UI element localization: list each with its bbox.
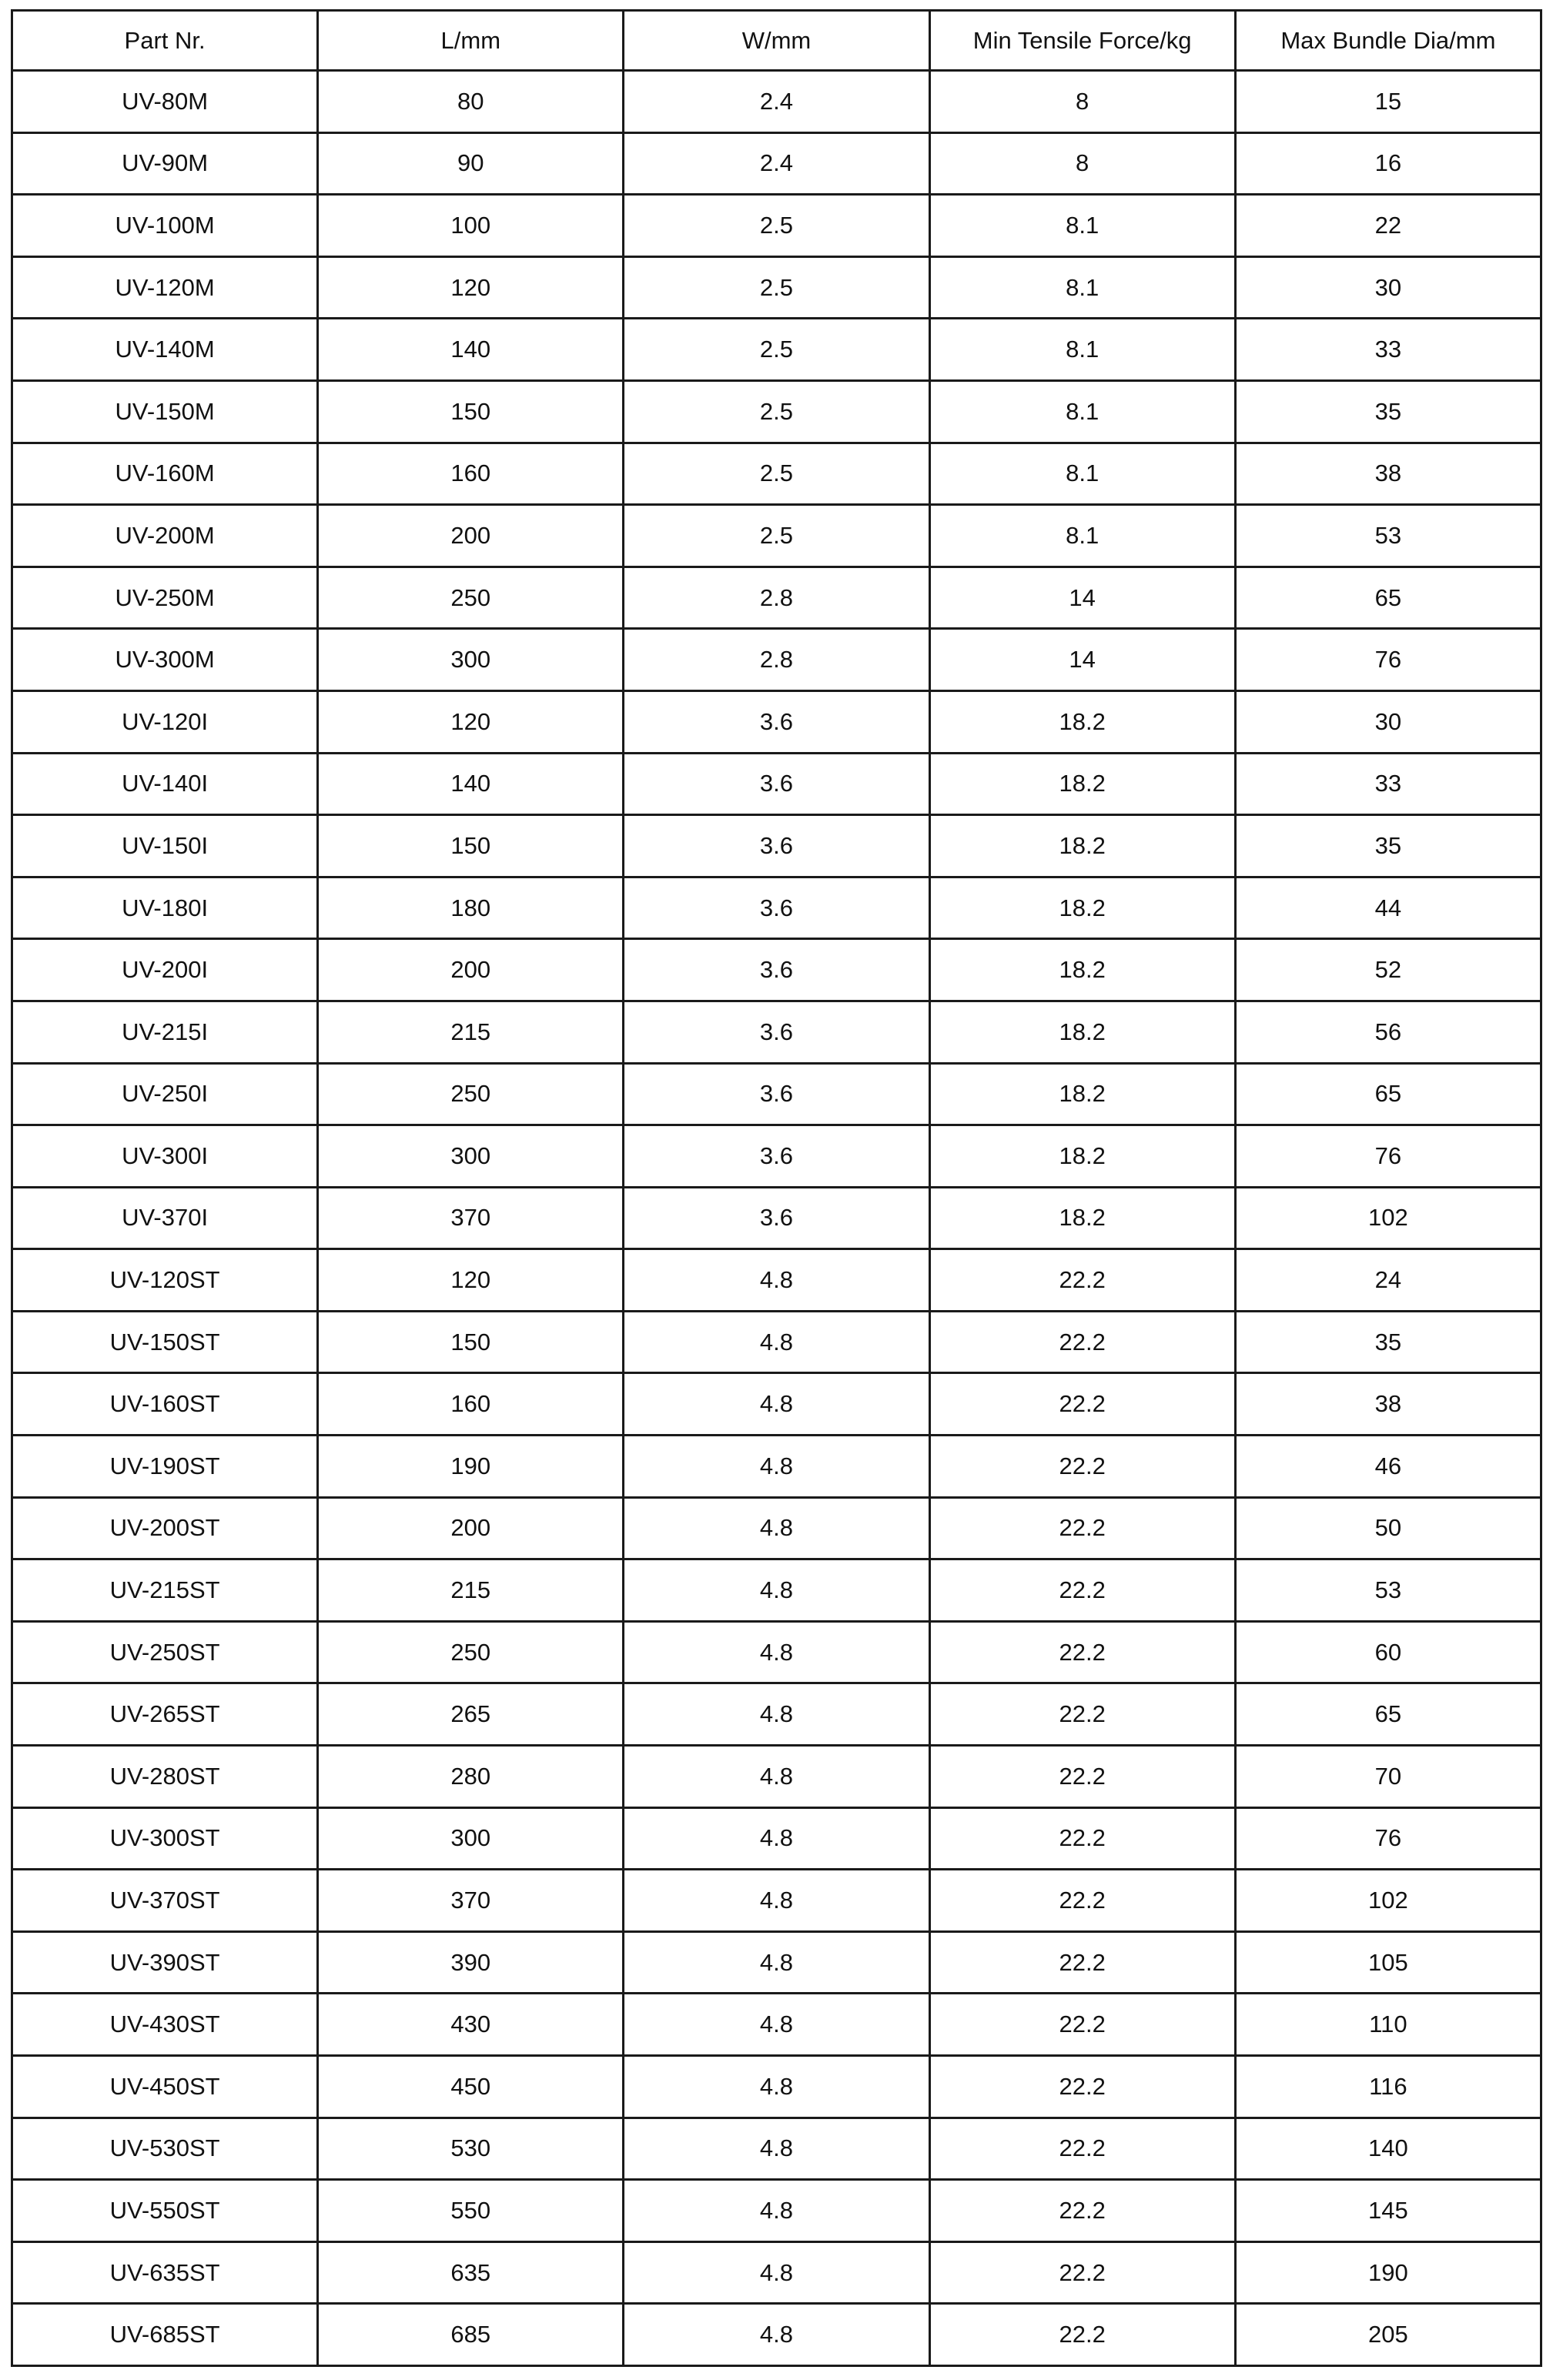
cell-length: 430 xyxy=(318,1994,624,2056)
cell-part-nr: UV-450ST xyxy=(12,2056,318,2118)
cell-length: 160 xyxy=(318,1373,624,1436)
cell-width: 4.8 xyxy=(624,2118,929,2180)
cell-min-tensile-force: 22.2 xyxy=(929,1931,1235,1994)
cell-length: 265 xyxy=(318,1683,624,1746)
cell-part-nr: UV-150M xyxy=(12,380,318,443)
table-row xyxy=(12,2241,1541,2304)
cell-max-bundle-dia: 53 xyxy=(1235,505,1541,567)
cell-width: 3.6 xyxy=(624,1187,929,1249)
cell-min-tensile-force: 18.2 xyxy=(929,815,1235,877)
cell-part-nr: UV-120M xyxy=(12,256,318,319)
cell-width: 2.5 xyxy=(624,380,929,443)
table-row xyxy=(12,1436,1541,1498)
cell-max-bundle-dia: 46 xyxy=(1235,1436,1541,1498)
cell-part-nr: UV-215I xyxy=(12,1001,318,1063)
cell-length: 370 xyxy=(318,1870,624,1932)
cell-min-tensile-force: 8.1 xyxy=(929,380,1235,443)
cell-width: 2.5 xyxy=(624,505,929,567)
cell-width: 3.6 xyxy=(624,1063,929,1125)
cell-length: 120 xyxy=(318,256,624,319)
cell-min-tensile-force: 22.2 xyxy=(929,1497,1235,1559)
table-row xyxy=(12,443,1541,505)
cell-part-nr: UV-530ST xyxy=(12,2118,318,2180)
cell-max-bundle-dia: 30 xyxy=(1235,690,1541,753)
cell-length: 90 xyxy=(318,132,624,195)
cell-length: 150 xyxy=(318,1311,624,1373)
cell-width: 3.6 xyxy=(624,939,929,1001)
table-body xyxy=(12,71,1541,2366)
table-row xyxy=(12,690,1541,753)
table-row xyxy=(12,877,1541,939)
cell-max-bundle-dia: 70 xyxy=(1235,1746,1541,1808)
cell-max-bundle-dia: 65 xyxy=(1235,1683,1541,1746)
table-row xyxy=(12,1063,1541,1125)
cell-length: 140 xyxy=(318,753,624,815)
table-header xyxy=(12,11,1541,71)
table-row xyxy=(12,2304,1541,2366)
cell-min-tensile-force: 8.1 xyxy=(929,256,1235,319)
cell-width: 3.6 xyxy=(624,877,929,939)
cell-width: 2.5 xyxy=(624,319,929,381)
cell-length: 250 xyxy=(318,1621,624,1683)
cell-max-bundle-dia: 56 xyxy=(1235,1001,1541,1063)
cell-length: 450 xyxy=(318,2056,624,2118)
cell-max-bundle-dia: 140 xyxy=(1235,2118,1541,2180)
table-row xyxy=(12,1931,1541,1994)
cell-max-bundle-dia: 33 xyxy=(1235,319,1541,381)
cell-length: 300 xyxy=(318,1807,624,1870)
cell-length: 80 xyxy=(318,71,624,133)
cell-part-nr: UV-250I xyxy=(12,1063,318,1125)
cell-max-bundle-dia: 35 xyxy=(1235,380,1541,443)
cell-max-bundle-dia: 30 xyxy=(1235,256,1541,319)
cell-min-tensile-force: 22.2 xyxy=(929,2056,1235,2118)
cell-width: 4.8 xyxy=(624,1931,929,1994)
cell-part-nr: UV-150ST xyxy=(12,1311,318,1373)
cell-part-nr: UV-190ST xyxy=(12,1436,318,1498)
cell-part-nr: UV-300M xyxy=(12,629,318,691)
table-row xyxy=(12,505,1541,567)
table-row xyxy=(12,256,1541,319)
cell-min-tensile-force: 18.2 xyxy=(929,1187,1235,1249)
cell-width: 4.8 xyxy=(624,1994,929,2056)
table-row xyxy=(12,195,1541,257)
table-row xyxy=(12,1870,1541,1932)
cell-max-bundle-dia: 38 xyxy=(1235,1373,1541,1436)
cell-width: 2.4 xyxy=(624,132,929,195)
cell-max-bundle-dia: 60 xyxy=(1235,1621,1541,1683)
cell-length: 300 xyxy=(318,629,624,691)
cell-width: 2.4 xyxy=(624,71,929,133)
cell-max-bundle-dia: 105 xyxy=(1235,1931,1541,1994)
cell-max-bundle-dia: 38 xyxy=(1235,443,1541,505)
cell-width: 3.6 xyxy=(624,753,929,815)
cell-length: 550 xyxy=(318,2180,624,2242)
cell-min-tensile-force: 18.2 xyxy=(929,753,1235,815)
header-max-bundle-dia: Max Bundle Dia/mm xyxy=(1235,11,1541,71)
cell-length: 250 xyxy=(318,1063,624,1125)
cell-min-tensile-force: 18.2 xyxy=(929,1063,1235,1125)
cell-part-nr: UV-215ST xyxy=(12,1559,318,1622)
cell-width: 4.8 xyxy=(624,1621,929,1683)
cell-length: 200 xyxy=(318,939,624,1001)
header-row xyxy=(12,11,1541,71)
table-row xyxy=(12,71,1541,133)
cell-max-bundle-dia: 205 xyxy=(1235,2304,1541,2366)
cell-length: 300 xyxy=(318,1125,624,1188)
cell-min-tensile-force: 22.2 xyxy=(929,1683,1235,1746)
cell-part-nr: UV-160ST xyxy=(12,1373,318,1436)
cell-max-bundle-dia: 102 xyxy=(1235,1870,1541,1932)
cell-max-bundle-dia: 76 xyxy=(1235,1807,1541,1870)
cell-length: 200 xyxy=(318,1497,624,1559)
table-row xyxy=(12,629,1541,691)
cell-min-tensile-force: 22.2 xyxy=(929,1870,1235,1932)
table-row xyxy=(12,1994,1541,2056)
cell-max-bundle-dia: 76 xyxy=(1235,1125,1541,1188)
cell-max-bundle-dia: 145 xyxy=(1235,2180,1541,2242)
cell-min-tensile-force: 22.2 xyxy=(929,1311,1235,1373)
cell-max-bundle-dia: 15 xyxy=(1235,71,1541,133)
cell-min-tensile-force: 18.2 xyxy=(929,939,1235,1001)
cell-part-nr: UV-200ST xyxy=(12,1497,318,1559)
cell-max-bundle-dia: 35 xyxy=(1235,815,1541,877)
cell-width: 4.8 xyxy=(624,1683,929,1746)
cell-length: 150 xyxy=(318,815,624,877)
cell-part-nr: UV-200I xyxy=(12,939,318,1001)
cell-width: 4.8 xyxy=(624,1497,929,1559)
cell-max-bundle-dia: 22 xyxy=(1235,195,1541,257)
spec-table xyxy=(11,9,1542,2367)
cell-width: 4.8 xyxy=(624,1807,929,1870)
table-row xyxy=(12,753,1541,815)
cell-width: 2.5 xyxy=(624,195,929,257)
table-row xyxy=(12,132,1541,195)
cell-width: 3.6 xyxy=(624,690,929,753)
cell-max-bundle-dia: 50 xyxy=(1235,1497,1541,1559)
table-row xyxy=(12,1807,1541,1870)
cell-width: 4.8 xyxy=(624,1373,929,1436)
cell-part-nr: UV-150I xyxy=(12,815,318,877)
cell-width: 4.8 xyxy=(624,1249,929,1312)
table-row xyxy=(12,2118,1541,2180)
cell-min-tensile-force: 22.2 xyxy=(929,1559,1235,1622)
cell-width: 2.5 xyxy=(624,256,929,319)
cell-min-tensile-force: 8 xyxy=(929,132,1235,195)
cell-max-bundle-dia: 16 xyxy=(1235,132,1541,195)
cell-width: 4.8 xyxy=(624,1746,929,1808)
cell-part-nr: UV-120ST xyxy=(12,1249,318,1312)
cell-part-nr: UV-100M xyxy=(12,195,318,257)
cell-width: 3.6 xyxy=(624,1125,929,1188)
table-row xyxy=(12,567,1541,629)
table-row xyxy=(12,1497,1541,1559)
cell-min-tensile-force: 22.2 xyxy=(929,2241,1235,2304)
cell-max-bundle-dia: 110 xyxy=(1235,1994,1541,2056)
cell-part-nr: UV-430ST xyxy=(12,1994,318,2056)
cell-width: 4.8 xyxy=(624,1436,929,1498)
cell-length: 100 xyxy=(318,195,624,257)
cell-max-bundle-dia: 65 xyxy=(1235,1063,1541,1125)
table-row xyxy=(12,1001,1541,1063)
table-row xyxy=(12,1559,1541,1622)
cell-part-nr: UV-390ST xyxy=(12,1931,318,1994)
cell-min-tensile-force: 8 xyxy=(929,71,1235,133)
header-part-nr: Part Nr. xyxy=(12,11,318,71)
cell-max-bundle-dia: 190 xyxy=(1235,2241,1541,2304)
cell-length: 215 xyxy=(318,1001,624,1063)
cell-part-nr: UV-280ST xyxy=(12,1746,318,1808)
cell-length: 200 xyxy=(318,505,624,567)
cell-width: 2.5 xyxy=(624,443,929,505)
cell-length: 150 xyxy=(318,380,624,443)
cell-min-tensile-force: 22.2 xyxy=(929,2304,1235,2366)
cell-part-nr: UV-550ST xyxy=(12,2180,318,2242)
cell-min-tensile-force: 22.2 xyxy=(929,2180,1235,2242)
cell-max-bundle-dia: 35 xyxy=(1235,1311,1541,1373)
cell-part-nr: UV-635ST xyxy=(12,2241,318,2304)
cell-min-tensile-force: 8.1 xyxy=(929,195,1235,257)
table-row xyxy=(12,2180,1541,2242)
cell-min-tensile-force: 22.2 xyxy=(929,1436,1235,1498)
cell-part-nr: UV-250ST xyxy=(12,1621,318,1683)
cell-part-nr: UV-250M xyxy=(12,567,318,629)
cell-min-tensile-force: 18.2 xyxy=(929,690,1235,753)
cell-min-tensile-force: 8.1 xyxy=(929,319,1235,381)
table-row xyxy=(12,380,1541,443)
header-length: L/mm xyxy=(318,11,624,71)
cell-max-bundle-dia: 24 xyxy=(1235,1249,1541,1312)
cell-min-tensile-force: 22.2 xyxy=(929,1621,1235,1683)
cell-length: 120 xyxy=(318,1249,624,1312)
cell-width: 4.8 xyxy=(624,2056,929,2118)
cell-length: 180 xyxy=(318,877,624,939)
cell-part-nr: UV-300ST xyxy=(12,1807,318,1870)
cell-part-nr: UV-120I xyxy=(12,690,318,753)
cell-width: 4.8 xyxy=(624,2304,929,2366)
cell-part-nr: UV-160M xyxy=(12,443,318,505)
table-row xyxy=(12,1373,1541,1436)
cell-min-tensile-force: 22.2 xyxy=(929,1746,1235,1808)
table-row xyxy=(12,939,1541,1001)
cell-part-nr: UV-370I xyxy=(12,1187,318,1249)
cell-width: 4.8 xyxy=(624,2241,929,2304)
cell-length: 120 xyxy=(318,690,624,753)
cell-width: 4.8 xyxy=(624,1559,929,1622)
cell-min-tensile-force: 22.2 xyxy=(929,1373,1235,1436)
table-row xyxy=(12,2056,1541,2118)
table-row xyxy=(12,1187,1541,1249)
cell-min-tensile-force: 8.1 xyxy=(929,505,1235,567)
table-row xyxy=(12,1125,1541,1188)
cell-length: 635 xyxy=(318,2241,624,2304)
cell-max-bundle-dia: 52 xyxy=(1235,939,1541,1001)
cell-max-bundle-dia: 33 xyxy=(1235,753,1541,815)
cell-length: 140 xyxy=(318,319,624,381)
cell-length: 190 xyxy=(318,1436,624,1498)
cell-part-nr: UV-265ST xyxy=(12,1683,318,1746)
cell-min-tensile-force: 18.2 xyxy=(929,1001,1235,1063)
cell-min-tensile-force: 18.2 xyxy=(929,1125,1235,1188)
cell-length: 215 xyxy=(318,1559,624,1622)
cell-width: 2.8 xyxy=(624,567,929,629)
cell-min-tensile-force: 18.2 xyxy=(929,877,1235,939)
cell-max-bundle-dia: 65 xyxy=(1235,567,1541,629)
cell-length: 250 xyxy=(318,567,624,629)
cell-part-nr: UV-140M xyxy=(12,319,318,381)
cell-max-bundle-dia: 44 xyxy=(1235,877,1541,939)
header-min-tensile-force: Min Tensile Force/kg xyxy=(929,11,1235,71)
cell-length: 390 xyxy=(318,1931,624,1994)
table-row xyxy=(12,1746,1541,1808)
cell-min-tensile-force: 22.2 xyxy=(929,1994,1235,2056)
cell-max-bundle-dia: 102 xyxy=(1235,1187,1541,1249)
cell-min-tensile-force: 22.2 xyxy=(929,1807,1235,1870)
cell-part-nr: UV-90M xyxy=(12,132,318,195)
cell-part-nr: UV-140I xyxy=(12,753,318,815)
table-row xyxy=(12,1621,1541,1683)
cell-part-nr: UV-180I xyxy=(12,877,318,939)
cell-width: 2.8 xyxy=(624,629,929,691)
cell-min-tensile-force: 22.2 xyxy=(929,1249,1235,1312)
cell-width: 3.6 xyxy=(624,1001,929,1063)
cell-length: 370 xyxy=(318,1187,624,1249)
cell-min-tensile-force: 14 xyxy=(929,629,1235,691)
cell-part-nr: UV-200M xyxy=(12,505,318,567)
cell-length: 530 xyxy=(318,2118,624,2180)
cell-width: 4.8 xyxy=(624,1311,929,1373)
header-width: W/mm xyxy=(624,11,929,71)
cell-length: 280 xyxy=(318,1746,624,1808)
table-row xyxy=(12,815,1541,877)
cell-width: 3.6 xyxy=(624,815,929,877)
cell-min-tensile-force: 22.2 xyxy=(929,2118,1235,2180)
table-row xyxy=(12,1683,1541,1746)
cell-length: 160 xyxy=(318,443,624,505)
cell-max-bundle-dia: 76 xyxy=(1235,629,1541,691)
cell-length: 685 xyxy=(318,2304,624,2366)
cell-max-bundle-dia: 53 xyxy=(1235,1559,1541,1622)
cell-width: 4.8 xyxy=(624,2180,929,2242)
cell-part-nr: UV-685ST xyxy=(12,2304,318,2366)
cell-part-nr: UV-370ST xyxy=(12,1870,318,1932)
cell-min-tensile-force: 14 xyxy=(929,567,1235,629)
cell-part-nr: UV-300I xyxy=(12,1125,318,1188)
cell-min-tensile-force: 8.1 xyxy=(929,443,1235,505)
cell-max-bundle-dia: 116 xyxy=(1235,2056,1541,2118)
table-row xyxy=(12,1311,1541,1373)
table-row xyxy=(12,319,1541,381)
cell-width: 4.8 xyxy=(624,1870,929,1932)
cell-part-nr: UV-80M xyxy=(12,71,318,133)
table-row xyxy=(12,1249,1541,1312)
